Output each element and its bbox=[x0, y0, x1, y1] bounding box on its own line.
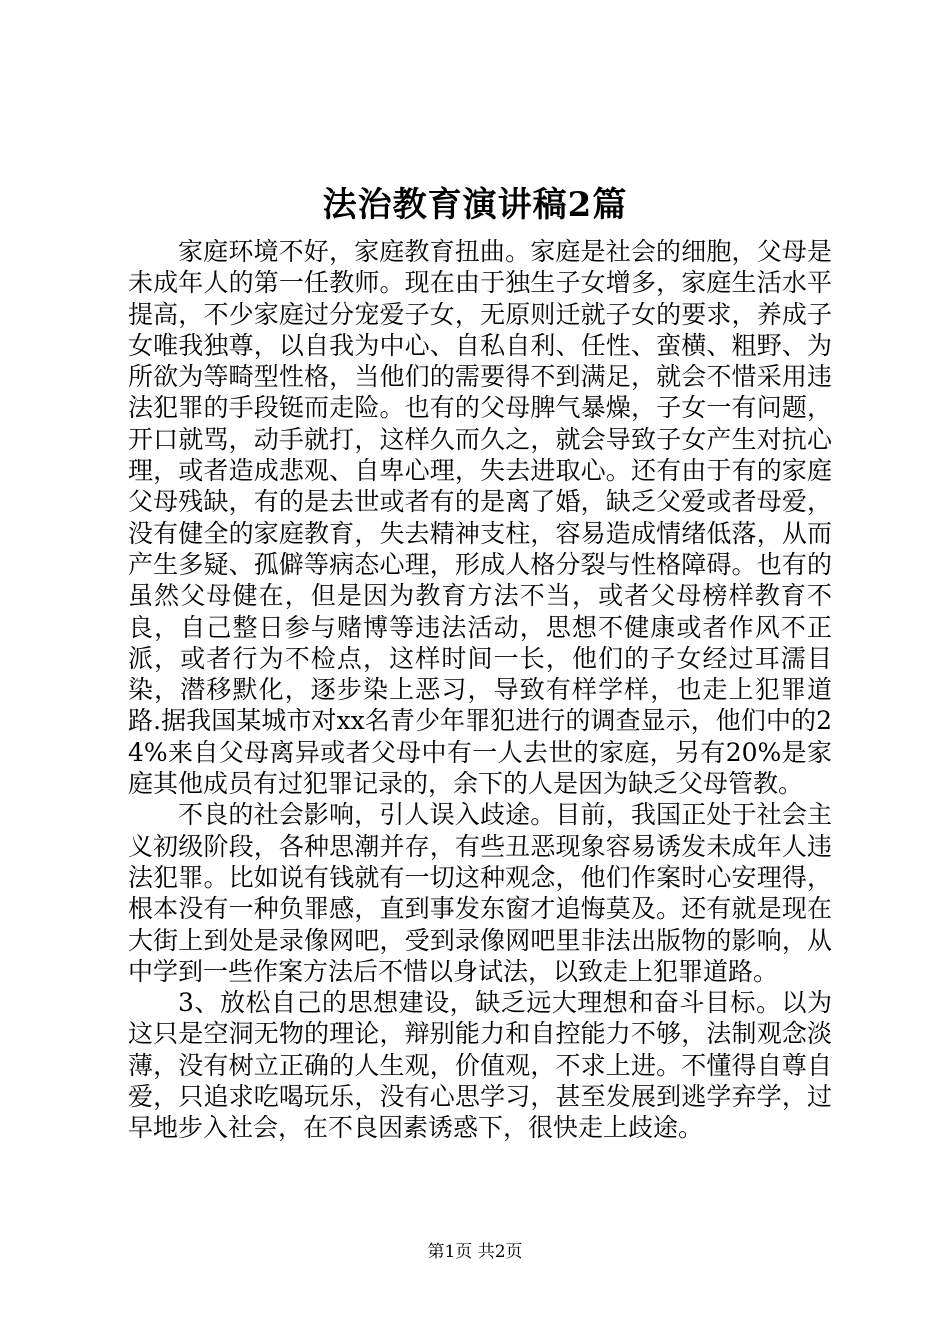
page-number-footer: 第1页 共2页 bbox=[427, 1242, 523, 1262]
document-body bbox=[128, 236, 832, 1144]
document-title: 法治教育演讲稿2篇 bbox=[322, 185, 628, 225]
paragraph-family-environment: 家庭环境不好，家庭教育扭曲。家庭是社会的细胞，父母是未成年人的第一任教师。现在由于独生子女增多，家庭生活水平提高，不少家庭过分宠爱子女，无原则迁就子女的要求，养成子女唯我独尊，以自我为中心、自私自利、任性、蛮横、粗野、为所欲为等畸型性格，当他们的需要得不到满足，就会不惜采用违法犯罪的手段铤而走险。也有的父母脾气暴燥，子女一有问题，开口就骂，动手就打，这样久而久之，就会导致子女产生对抗心理，或者造成悲观、自卑心理，失去进取心。还有由于有的家庭父母残缺，有的是去世或者有的是离了婚，缺乏父爱或者母爱，没有健全的家庭教育，失去精神支柱，容易造成情绪低落，从而产生多疑、孤僻等病态心理，形成人格分裂与性格障碍。也有的虽然父母健在，但是因为教育方法不当，或者父母榜样教育不良，自己整日参与赌博等违法活动，思想不健康或者作风不正派，或者行为不检点，这样时间一长，他们的子女经过耳濡目染，潜移默化，逐步染上恶习，导致有样学样，也走上犯罪道路.据我国某城市对xx名青少年罪犯进行的调查显示，他们中的24%来自父母离异或者父母中有一人去世的家庭，另有20%是家庭其他成员有过犯罪记录的，余下的人是因为缺乏父母管教。 bbox=[128, 237, 832, 799]
paragraph-self-discipline: 3、放松自己的思想建设，缺乏远大理想和奋斗目标。以为这只是空洞无物的理论，辩别能力和自控能力不够，法制观念淡薄，没有树立正确的人生观，价值观，不求上进。不懂得自尊自爱，只追求吃喝玩乐，没有心思学习，甚至发展到逃学弃学，过早地步入社会，在不良因素诱惑下，很快走上歧途。 bbox=[128, 988, 832, 1143]
paragraph-social-influence: 不良的社会影响，引人误入歧途。目前，我国正处于社会主义初级阶段，各种思潮并存，有些丑恶现象容易诱发未成年人违法犯罪。比如说有钱就有一切这种观念，他们作案时心安理得，根本没有一种负罪感，直到事发东窗才追悔莫及。还有就是现在大街上到处是录像网吧，受到录像网吧里非法出版物的影响，从中学到一些作案方法后不惜以身试法，以致走上犯罪道路。 bbox=[128, 800, 832, 986]
